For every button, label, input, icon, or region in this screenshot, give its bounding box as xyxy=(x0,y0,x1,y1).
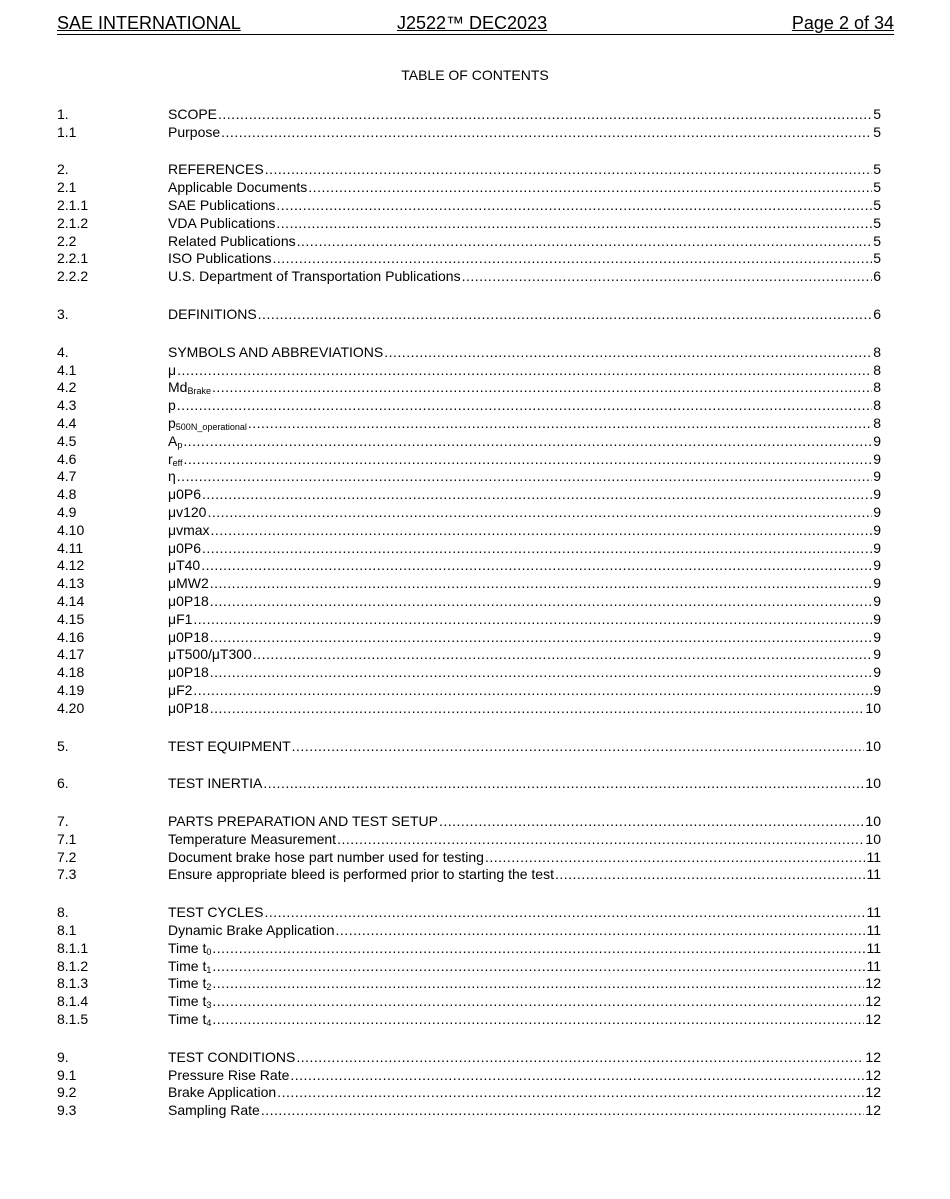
toc-entry[interactable] xyxy=(57,1047,881,1065)
toc-entry-title: $Md_{Brake}$ xyxy=(168,379,211,397)
toc-entry[interactable] xyxy=(57,413,881,431)
toc-entry-leader xyxy=(210,575,872,591)
toc-entry-title: SAE Publications xyxy=(168,196,276,213)
toc-entry-number: 2.1 xyxy=(57,179,77,196)
toc-entry[interactable] xyxy=(57,431,881,449)
toc-entry-page: 12 xyxy=(865,1066,881,1083)
toc-entry[interactable] xyxy=(57,360,881,378)
toc-entry-page: 5 xyxy=(873,179,881,196)
toc-entry-subscript: 2 xyxy=(206,982,212,993)
toc-entry-page: 9 xyxy=(873,486,881,503)
toc-entry-page: 9 xyxy=(873,432,881,449)
toc-entry[interactable] xyxy=(57,177,881,195)
toc-entry[interactable] xyxy=(57,847,881,865)
toc-entry-number: 2.1.2 xyxy=(57,214,89,231)
toc-entry-page: 10 xyxy=(865,699,881,716)
toc-entry-number: 7.2 xyxy=(57,848,77,865)
toc-entry-title: μF1 xyxy=(168,610,193,627)
toc-entry-page: 9 xyxy=(873,450,881,467)
toc-entry[interactable] xyxy=(57,556,881,574)
toc-entry-leader xyxy=(212,975,864,991)
toc-entry[interactable] xyxy=(57,520,881,538)
toc-entry[interactable] xyxy=(57,231,881,249)
toc-entry-page: 12 xyxy=(865,993,881,1010)
toc-entry-number: 4.18 xyxy=(57,664,85,681)
header-publisher: SAE INTERNATIONAL xyxy=(57,13,241,33)
toc-entry-page: 12 xyxy=(865,975,881,992)
toc-entry-title: Applicable Documents xyxy=(168,179,308,196)
toc-entry-number: 4.10 xyxy=(57,521,85,538)
toc-entry-title: Ensure appropriate bleed is performed prior to starting the test xyxy=(168,866,554,883)
toc-entry-page: 9 xyxy=(873,539,881,556)
toc-entry-title: Related Publications xyxy=(168,232,296,249)
toc-entry-leader xyxy=(336,922,866,938)
toc-entry-leader xyxy=(265,161,873,177)
toc-entry-number: 6. xyxy=(57,775,69,792)
toc-entry-page: 8 xyxy=(873,397,881,414)
toc-entry-number: 7. xyxy=(57,813,69,830)
toc-entry[interactable] xyxy=(57,538,881,556)
toc-entry-number: 4.1 xyxy=(57,361,77,378)
toc-entry-leader xyxy=(264,904,865,920)
toc-entry-title: Time $t_0$ xyxy=(168,939,212,957)
toc-entry-subscript: 3 xyxy=(206,1000,212,1011)
toc-entry-leader xyxy=(555,866,865,882)
toc-entry-number: 4.12 xyxy=(57,557,85,574)
toc-entry[interactable] xyxy=(57,609,881,627)
toc-entry-title: TEST CONDITIONS xyxy=(168,1048,296,1065)
toc-entry-number: 9.3 xyxy=(57,1102,77,1119)
toc-entry[interactable] xyxy=(57,304,881,322)
toc-entry[interactable] xyxy=(57,104,881,122)
toc-entry[interactable] xyxy=(57,662,881,680)
toc-entry-title: μT40 xyxy=(168,557,201,574)
toc-entry[interactable] xyxy=(57,680,881,698)
toc-entry-page: 9 xyxy=(873,592,881,609)
toc-entry[interactable] xyxy=(57,195,881,213)
toc-entry[interactable] xyxy=(57,342,881,360)
toc-entry-number: 2. xyxy=(57,161,69,178)
toc-entry-page: 12 xyxy=(865,1102,881,1119)
toc-entry-leader xyxy=(384,344,872,360)
toc-entry-number: 4.20 xyxy=(57,699,85,716)
toc-entry[interactable] xyxy=(57,627,881,645)
toc-entry[interactable] xyxy=(57,829,881,847)
toc-entry-number: 8.1.4 xyxy=(57,993,89,1010)
toc-entry-page: 10 xyxy=(865,830,881,847)
toc-entry-leader xyxy=(202,540,872,556)
toc-entry-leader xyxy=(177,362,872,378)
toc-entry[interactable] xyxy=(57,736,881,754)
toc-entry-number: 4.16 xyxy=(57,628,85,645)
toc-entry-page: 6 xyxy=(873,305,881,322)
toc-entry-number: 4.13 xyxy=(57,575,85,592)
toc-entry-number: 4.15 xyxy=(57,610,85,627)
toc-entry[interactable] xyxy=(57,266,881,284)
toc-entry-title: VDA Publications xyxy=(168,214,276,231)
toc-entry-number: 4.7 xyxy=(57,468,77,485)
toc-entry-leader xyxy=(218,106,872,122)
toc-entry-page: 11 xyxy=(866,939,881,956)
toc-entry-leader xyxy=(193,611,872,627)
toc-entry-leader xyxy=(202,486,872,502)
toc-entry-number: 1.1 xyxy=(57,123,77,140)
toc-entry[interactable] xyxy=(57,1083,881,1101)
toc-entry-page: 11 xyxy=(866,957,881,974)
toc-entry-leader xyxy=(201,557,872,573)
toc-entry[interactable] xyxy=(57,811,881,829)
toc-entry[interactable] xyxy=(57,1065,881,1083)
toc-entry-page: 9 xyxy=(873,521,881,538)
toc-entry-number: 7.1 xyxy=(57,830,77,847)
toc-entry-number: 4.4 xyxy=(57,414,77,431)
toc-entry-leader xyxy=(290,1067,864,1083)
toc-entry[interactable] xyxy=(57,591,881,609)
toc-entry[interactable] xyxy=(57,122,881,140)
toc-entry-page: 8 xyxy=(873,361,881,378)
toc-entry-number: 5. xyxy=(57,737,69,754)
toc-entry-page: 11 xyxy=(866,848,881,865)
toc-entry-title: μF2 xyxy=(168,681,193,698)
toc-entry-page: 11 xyxy=(866,866,881,883)
toc-entry-subscript: 0 xyxy=(206,946,212,957)
toc-entry[interactable] xyxy=(57,1100,881,1118)
toc-entry-title: DEFINITIONS xyxy=(168,305,257,322)
toc-entry-number: 4.11 xyxy=(57,539,84,556)
header-page-number: Page 2 of 34 xyxy=(791,13,894,33)
toc-entry-title: Pressure Rise Rate xyxy=(168,1066,290,1083)
toc-entry-title: SCOPE xyxy=(168,105,218,122)
toc-entry-leader xyxy=(212,379,872,395)
toc-entry-title: SYMBOLS AND ABBREVIATIONS xyxy=(168,343,384,360)
toc-entry-leader xyxy=(296,1049,864,1065)
toc-entry-title: ISO Publications xyxy=(168,250,272,267)
toc-entry-subscript: 4 xyxy=(206,1018,212,1029)
toc-entry[interactable] xyxy=(57,467,881,485)
toc-entry-number: 4.6 xyxy=(57,450,77,467)
toc-entry-leader xyxy=(212,940,865,956)
toc-entry-number: 2.1.1 xyxy=(57,196,89,213)
toc-entry-subscript: eff xyxy=(172,457,183,468)
toc-entry-leader xyxy=(193,682,872,698)
toc-entry[interactable] xyxy=(57,249,881,267)
toc-entry-title: Time $t_4$ xyxy=(168,1011,212,1029)
toc-entry-page: 10 xyxy=(865,775,881,792)
toc-entry-leader xyxy=(439,813,864,829)
toc-entry-leader xyxy=(337,831,864,847)
toc-entry-number: 4.5 xyxy=(57,432,77,449)
toc-entry-subscript: 1 xyxy=(206,964,212,975)
toc-entry-title: PARTS PREPARATION AND TEST SETUP xyxy=(168,813,438,830)
toc-entry[interactable] xyxy=(57,956,881,974)
toc-entry-number: 8.1.3 xyxy=(57,975,89,992)
toc-entry-page: 12 xyxy=(865,1084,881,1101)
toc-entry-page: 9 xyxy=(873,681,881,698)
toc-entry-page: 10 xyxy=(865,737,881,754)
toc-entry-subscript: 500N_operational xyxy=(175,421,247,432)
toc-entry-number: 8.1.5 xyxy=(57,1011,89,1028)
toc-entry-title: Time $t_1$ xyxy=(168,957,212,975)
toc-entry-title: $p_{500N\_operational}$ xyxy=(168,414,247,432)
toc-entry[interactable] xyxy=(57,502,881,520)
toc-entry[interactable] xyxy=(57,378,881,396)
toc-entry-number: 9.2 xyxy=(57,1084,77,1101)
toc-entry-number: 1. xyxy=(57,105,69,122)
toc-entry-title: μ0P18 xyxy=(168,664,209,681)
toc-entry-leader xyxy=(221,124,872,140)
toc-entry-page: 8 xyxy=(873,414,881,431)
toc-entry-leader xyxy=(273,250,873,266)
toc-entry-page: 9 xyxy=(873,503,881,520)
toc-entry-page: 5 xyxy=(873,161,881,178)
toc-entry-page: 11 xyxy=(866,922,881,939)
toc-entry-title: TEST CYCLES xyxy=(168,904,264,921)
toc-entry-leader xyxy=(462,268,873,284)
toc-entry[interactable] xyxy=(57,698,881,716)
toc-entry-page: 9 xyxy=(873,557,881,574)
toc-entry-title: μvmax xyxy=(168,521,210,538)
toc-entry-leader xyxy=(210,593,872,609)
toc-entry-page: 10 xyxy=(865,813,881,830)
toc-entry-number: 4. xyxy=(57,343,69,360)
toc-entry-number: 2.2.1 xyxy=(57,250,89,267)
toc-entry-number: 4.2 xyxy=(57,379,77,396)
toc-entry-title: μT500/μT300 xyxy=(168,646,252,663)
toc-entry-number: 4.3 xyxy=(57,397,77,414)
toc-entry-page: 9 xyxy=(873,468,881,485)
toc-entry[interactable] xyxy=(57,449,881,467)
toc-entry-number: 2.2.2 xyxy=(57,268,89,285)
toc-entry-title: Sampling Rate xyxy=(168,1102,260,1119)
toc-entry-number: 4.17 xyxy=(57,646,85,663)
toc-entry-leader xyxy=(297,233,873,249)
toc-entry-number: 8. xyxy=(57,904,69,921)
toc-entry-title: μ0P6 xyxy=(168,539,201,556)
toc-entry-title: TEST INERTIA xyxy=(168,775,263,792)
toc-entry-number: 4.19 xyxy=(57,681,85,698)
toc-entry-title: μ0P18 xyxy=(168,628,209,645)
toc-entry-page: 9 xyxy=(873,628,881,645)
toc-entry-page: 8 xyxy=(873,343,881,360)
toc-entry[interactable] xyxy=(57,645,881,663)
toc-entry-title: Time $t_3$ xyxy=(168,993,212,1011)
toc-entry-leader xyxy=(210,664,872,680)
toc-entry-leader xyxy=(248,415,872,431)
toc-entry-title: REFERENCES xyxy=(168,161,264,178)
toc-entry-number: 3. xyxy=(57,305,69,322)
toc-entry-number: 4.14 xyxy=(57,592,85,609)
toc-entry-title: μv120 xyxy=(168,503,207,520)
toc-entry-page: 12 xyxy=(865,1048,881,1065)
toc-entry-title: $r_{eff}$ xyxy=(168,450,183,468)
toc-entry-leader xyxy=(253,646,872,662)
toc-entry-leader xyxy=(212,993,864,1009)
toc-entry-title: μ0P18 xyxy=(168,592,209,609)
toc-entry[interactable] xyxy=(57,774,881,792)
toc-entry-leader xyxy=(292,738,865,754)
toc-entry-number: 8.1.2 xyxy=(57,957,89,974)
toc-entry-number: 9. xyxy=(57,1048,69,1065)
toc-entry[interactable] xyxy=(57,902,881,920)
toc-entry-page: 11 xyxy=(866,904,881,921)
toc-entry-title: μ0P6 xyxy=(168,486,201,503)
toc-entry-page: 12 xyxy=(865,1011,881,1028)
toc-entry-leader xyxy=(184,451,873,467)
toc-entry-title: U.S. Department of Transportation Publications xyxy=(168,268,461,285)
toc-entry-title: $A_p$ xyxy=(168,432,183,450)
toc-entry-leader xyxy=(261,1102,865,1118)
toc-entry-number: 8.1.1 xyxy=(57,939,89,956)
toc-entry-title: μMW2 xyxy=(168,575,209,592)
toc-entry-title: Document brake hose part number used for testing xyxy=(168,848,484,865)
toc-entry-number: 4.9 xyxy=(57,503,77,520)
toc-entry-number: 8.1 xyxy=(57,922,77,939)
toc-entry-title: η xyxy=(168,468,176,485)
toc-entry-page: 9 xyxy=(873,575,881,592)
toc-entry-title: Time $t_2$ xyxy=(168,975,212,993)
toc-entry-title: TEST EQUIPMENT xyxy=(168,737,291,754)
toc-entry-title: Purpose xyxy=(168,123,221,140)
toc-entry[interactable] xyxy=(57,1009,881,1027)
toc-entry-number: 9.1 xyxy=(57,1066,77,1083)
toc-entry-subscript: p xyxy=(177,439,183,450)
toc-entry-leader xyxy=(211,522,873,538)
toc-entry-leader xyxy=(177,397,872,413)
toc-entry[interactable] xyxy=(57,395,881,413)
toc-entry[interactable] xyxy=(57,920,881,938)
toc-entry-leader xyxy=(276,197,872,213)
toc-entry[interactable] xyxy=(57,865,881,883)
toc-entry-title: μ0P18 xyxy=(168,699,209,716)
table-of-contents xyxy=(57,104,881,1118)
toc-entry-leader xyxy=(212,1011,864,1027)
toc-entry-title: Brake Application xyxy=(168,1084,277,1101)
toc-entry-page: 8 xyxy=(873,379,881,396)
toc-entry-leader xyxy=(210,700,865,716)
toc-entry-title: Temperature Measurement xyxy=(168,830,337,847)
toc-entry-page: 5 xyxy=(873,123,881,140)
toc-title: TABLE OF CONTENTS xyxy=(401,67,549,83)
toc-entry-leader xyxy=(210,629,872,645)
toc-entry-leader xyxy=(183,433,872,449)
toc-entry-page: 5 xyxy=(873,105,881,122)
toc-entry-page: 5 xyxy=(873,250,881,267)
toc-entry-leader xyxy=(258,306,873,322)
toc-entry-leader xyxy=(277,1084,864,1100)
toc-entry-leader xyxy=(276,215,872,231)
toc-entry[interactable] xyxy=(57,573,881,591)
toc-entry[interactable] xyxy=(57,213,881,231)
toc-entry-page: 5 xyxy=(873,214,881,231)
toc-entry-subscript: Brake xyxy=(187,386,211,397)
toc-entry[interactable] xyxy=(57,484,881,502)
toc-entry[interactable] xyxy=(57,160,881,178)
toc-entry-leader xyxy=(263,775,864,791)
page-header xyxy=(57,12,894,35)
toc-entry-leader xyxy=(308,179,872,195)
toc-entry[interactable] xyxy=(57,991,881,1009)
toc-entry[interactable] xyxy=(57,974,881,992)
toc-entry-number: 7.3 xyxy=(57,866,77,883)
header-document-id: J2522™ DEC2023 xyxy=(397,13,548,33)
toc-entry-title: μ xyxy=(168,361,177,378)
toc-entry-leader xyxy=(212,958,865,974)
toc-entry-number: 4.8 xyxy=(57,486,77,503)
toc-entry-page: 5 xyxy=(873,196,881,213)
toc-entry-page: 9 xyxy=(873,610,881,627)
toc-entry-number: 2.2 xyxy=(57,232,77,249)
toc-entry-leader xyxy=(177,468,872,484)
toc-entry[interactable] xyxy=(57,938,881,956)
toc-entry-page: 9 xyxy=(873,646,881,663)
toc-entry-title: p xyxy=(168,397,176,414)
toc-entry-page: 6 xyxy=(873,268,881,285)
toc-entry-leader xyxy=(485,849,866,865)
toc-entry-page: 9 xyxy=(873,664,881,681)
toc-entry-page: 5 xyxy=(873,232,881,249)
toc-entry-leader xyxy=(207,504,872,520)
toc-entry-title: Dynamic Brake Application xyxy=(168,922,335,939)
